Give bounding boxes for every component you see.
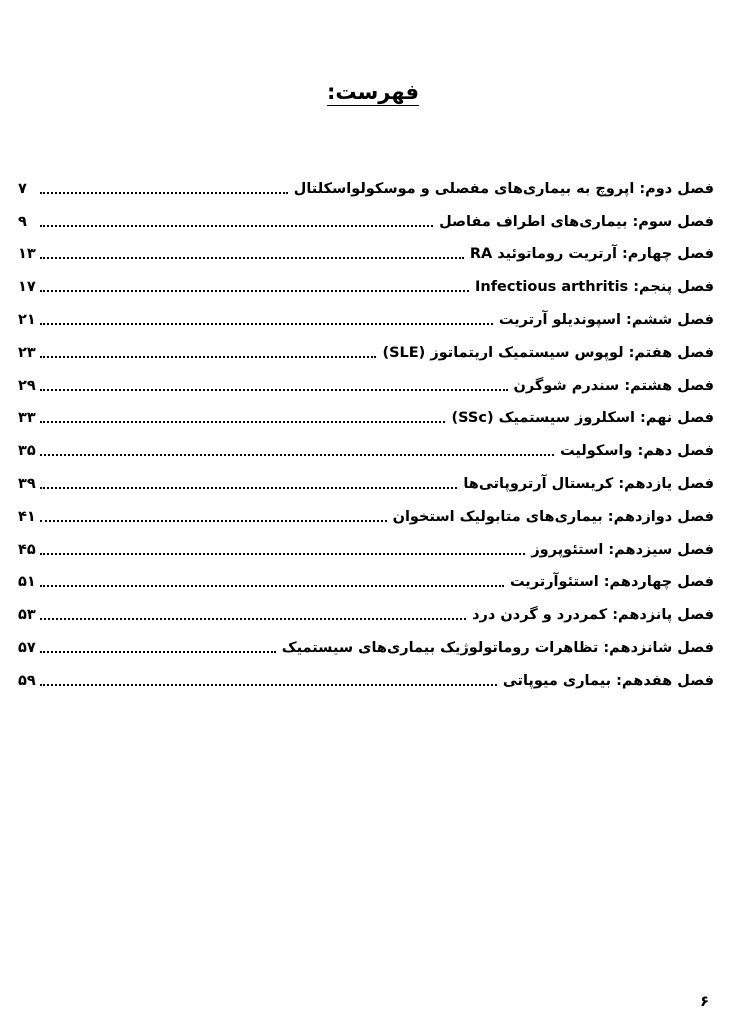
- dot-leader: [40, 454, 554, 456]
- toc-entry-page: ۳۳: [18, 410, 36, 427]
- toc-entry-page: ۲۳: [18, 344, 36, 361]
- dot-leader: [40, 421, 445, 423]
- toc-entry[interactable]: [18, 428, 714, 461]
- toc-entry[interactable]: [18, 461, 714, 494]
- toc-entry-label: فصل دوازدهم: بیماری‌های متابولیک استخوان: [392, 508, 714, 525]
- toc-entry-page: ۵۳: [18, 607, 36, 624]
- toc-entry-label: فصل چهارم: آرتریت روماتوئید RA: [469, 246, 714, 263]
- toc-entry-label: فصل نهم: اسکلروز سیستمیک (SSc): [451, 410, 714, 427]
- dot-leader: [40, 356, 376, 358]
- toc-entry-label: فصل ششم: اسپوندیلو آرتریت: [498, 311, 714, 328]
- page-number: ۶: [700, 992, 710, 1010]
- toc-entry-page: ۵۷: [18, 639, 36, 656]
- toc-entry[interactable]: [18, 527, 714, 560]
- dot-leader: [40, 585, 504, 587]
- dot-leader: [40, 323, 493, 325]
- dot-leader: [40, 553, 525, 555]
- toc-entry-label: فصل شانزدهم: تظاهرات روماتولوژیک بیماری‌های سیستمیک: [281, 639, 714, 656]
- toc-entry[interactable]: [18, 592, 714, 625]
- toc-entry-page: ۴۱: [18, 508, 36, 525]
- toc-entry[interactable]: [18, 264, 714, 297]
- page-title-text: فهرست:: [327, 80, 419, 104]
- toc-entry-page: ۵۱: [18, 574, 36, 591]
- toc-entry-label: فصل سیزدهم: استئوپروز: [531, 541, 714, 558]
- toc-entry-page: ۵۹: [18, 672, 36, 689]
- toc-entry-page: ۳۹: [18, 475, 36, 492]
- toc-entry-label: فصل دهم: واسکولیت: [560, 443, 714, 460]
- toc-entry-page: ۲۹: [18, 377, 36, 394]
- dot-leader: [40, 192, 288, 194]
- toc-entry[interactable]: [18, 494, 714, 527]
- toc-entry-label: فصل هشتم: سندرم شوگرن: [513, 377, 714, 394]
- toc-entry-label: فصل سوم: بیماری‌های اطراف مفاصل: [439, 213, 714, 230]
- toc-entry[interactable]: [18, 232, 714, 265]
- toc-entry-page: ۴۵: [18, 541, 36, 558]
- toc-entry-label: فصل چهاردهم: استئوآرتریت: [509, 574, 714, 591]
- toc-entry-label: فصل هفدهم: بیماری میوپاتی: [502, 672, 714, 689]
- dot-leader: [40, 618, 466, 620]
- toc-entry[interactable]: [18, 297, 714, 330]
- dot-leader: [40, 684, 497, 686]
- toc-entry[interactable]: [18, 396, 714, 429]
- toc-entry-page: ۱۳: [18, 246, 36, 263]
- toc-entry-page: ۱۷: [18, 279, 36, 296]
- toc-entry[interactable]: [18, 166, 714, 199]
- toc-entry[interactable]: [18, 330, 714, 363]
- dot-leader: [40, 487, 457, 489]
- toc-entry[interactable]: [18, 363, 714, 396]
- toc-entry-page: ۳۵: [18, 443, 36, 460]
- toc-entry[interactable]: [18, 658, 714, 691]
- toc-entry-label: فصل هفتم: لوپوس سیستمیک اریتماتوز (SLE): [382, 344, 714, 361]
- toc-entry-label: فصل یازدهم: کریستال آرتروپاتی‌ها: [463, 475, 714, 492]
- table-of-contents: [18, 166, 714, 691]
- toc-entry-label: فصل پانزدهم: کمردرد و گردن درد: [472, 607, 714, 624]
- toc-entry[interactable]: [18, 199, 714, 232]
- dot-leader: [40, 520, 387, 522]
- toc-entry[interactable]: [18, 560, 714, 593]
- toc-entry-page: ۹: [18, 213, 27, 230]
- toc-entry-label: فصل پنجم: Infectious arthritis: [475, 279, 714, 296]
- page-title: [0, 80, 746, 104]
- dot-leader: [40, 290, 469, 292]
- toc-entry-page: ۲۱: [18, 311, 36, 328]
- toc-entry-page: ۷: [18, 180, 27, 197]
- toc-entry[interactable]: [18, 625, 714, 658]
- dot-leader: [40, 257, 464, 259]
- toc-entry-label: فصل دوم: اپروچ به بیماری‌های مفصلی و موسکولواسکلتال: [293, 180, 714, 197]
- dot-leader: [40, 651, 276, 653]
- dot-leader: [40, 225, 433, 227]
- dot-leader: [40, 389, 508, 391]
